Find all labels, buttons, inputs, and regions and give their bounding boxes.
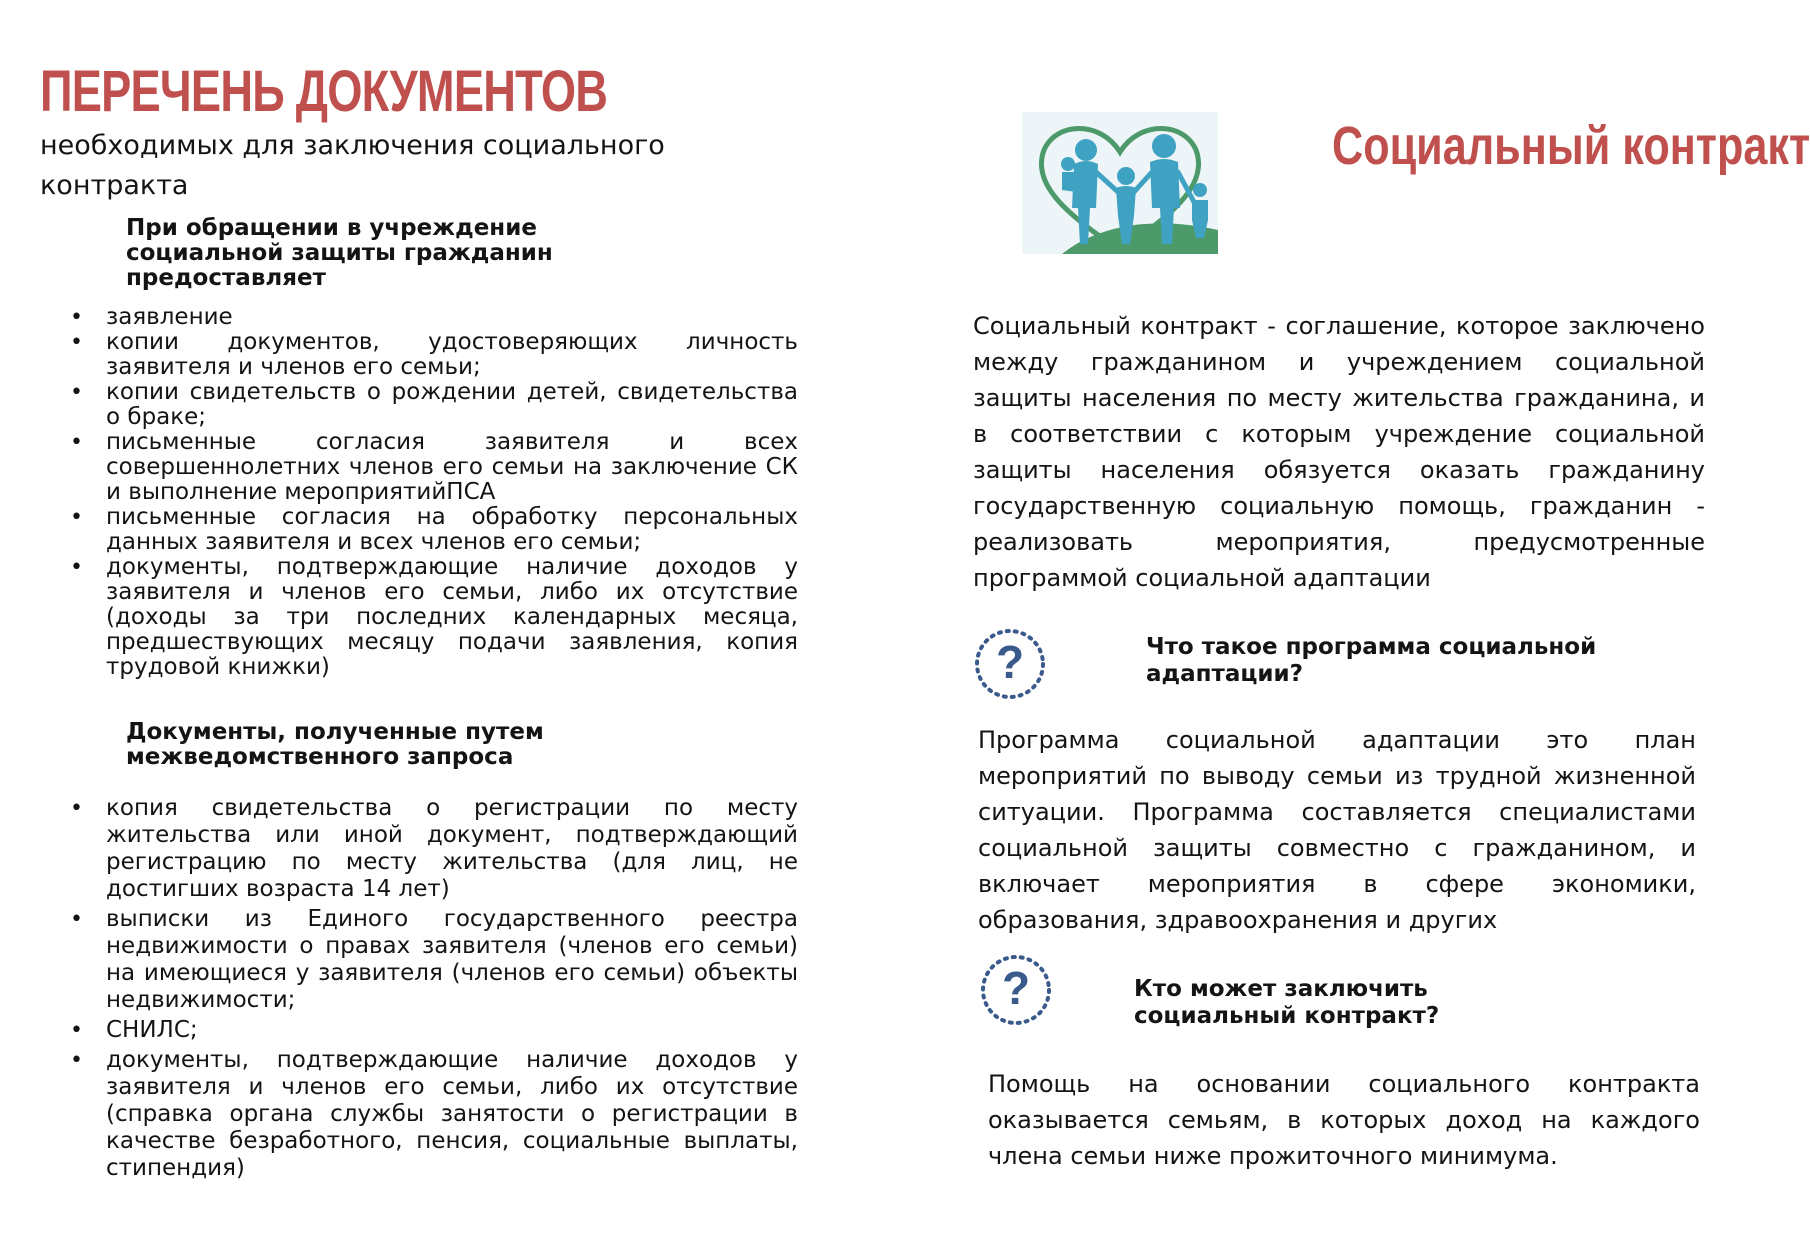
- svg-text:?: ?: [995, 636, 1025, 688]
- list-item: • копия свидетельства о регистрации по месту жительства или иной документ, подтверждающий регистрацию по месту жительства (для лиц, не достигших возраста 14 лет): [106, 795, 798, 903]
- section-heading-interagency-docs: Документы, полученные путем межведомственного запроса: [126, 719, 544, 770]
- social-contract-definition: Социальный контракт - соглашение, которое заключено между гражданином и учреждением социальной защиты населения по месту жительства гражданина, и в соответствии с которым учреждение социальной защиты населения обязуется оказать гражданину государственную социальную помощь, гражданин - реализовать мероприятия, предусмотренные программой социальной адаптации: [973, 312, 1705, 592]
- interagency-documents-list: [106, 795, 798, 1182]
- list-item: • копии документов, удостоверяющих личность заявителя и членов его семьи;: [106, 330, 798, 380]
- brochure-title: Социальный контракт: [1332, 116, 1810, 176]
- main-subtitle: необходимых для заключения социального контракта: [40, 130, 665, 201]
- list-item: • выписки из Единого государственного реестра недвижимости о правах заявителя (членов его семьи) на имеющиеся у заявителя (членов его семьи) объекты недвижимости;: [106, 906, 798, 1014]
- question-icon: [978, 952, 1054, 1028]
- applicant-documents-list: [106, 305, 798, 680]
- list-item: • письменные согласия заявителя и всех совершеннолетних членов его семьи на заключение СК и выполнение мероприятийПСА: [106, 430, 798, 505]
- faq-answer-program: Программа социальной адаптации это план мероприятий по выводу семьи из трудной жизненной ситуации. Программа составляется специалистами социальной защиты совместно с гражданином, и включает мероприятия в сфере экономики, образования, здравоохранения и других: [978, 726, 1696, 934]
- list-item: • копии свидетельств о рождении детей, свидетельства о браке;: [106, 380, 798, 430]
- list-item: • заявление: [106, 305, 798, 330]
- family-heart-icon: [1022, 112, 1218, 254]
- list-item: • документы, подтверждающие наличие доходов у заявителя и членов его семьи, либо их отсутствие (доходы за три последних календарных месяца, предшествующих месяцу подачи заявления, копия трудовой книжки): [106, 555, 798, 680]
- section-heading-applicant-docs: При обращении в учреждение социальной защиты гражданин предоставляет: [126, 215, 553, 291]
- faq-heading-program: Что такое программа социальной адаптации?: [1146, 634, 1597, 687]
- faq-heading-eligibility: Кто может заключить социальный контракт?: [1134, 976, 1440, 1029]
- list-item: • письменные согласия на обработку персональных данных заявителя и всех членов его семьи;: [106, 505, 798, 555]
- svg-text:?: ?: [1001, 962, 1031, 1014]
- list-item: • СНИЛС;: [106, 1017, 798, 1044]
- question-icon: [972, 626, 1048, 702]
- main-title: ПЕРЕЧЕНЬ ДОКУМЕНТОВ: [40, 59, 608, 124]
- list-item: • документы, подтверждающие наличие доходов у заявителя и членов его семьи, либо их отсутствие (справка органа службы занятости о регистрации в качестве безработного, пенсия, социальные выплаты, стипендия): [106, 1047, 798, 1182]
- faq-answer-eligibility: Помощь на основании социального контракта оказывается семьям, в которых доход на каждого члена семьи ниже прожиточного минимума.: [988, 1070, 1700, 1170]
